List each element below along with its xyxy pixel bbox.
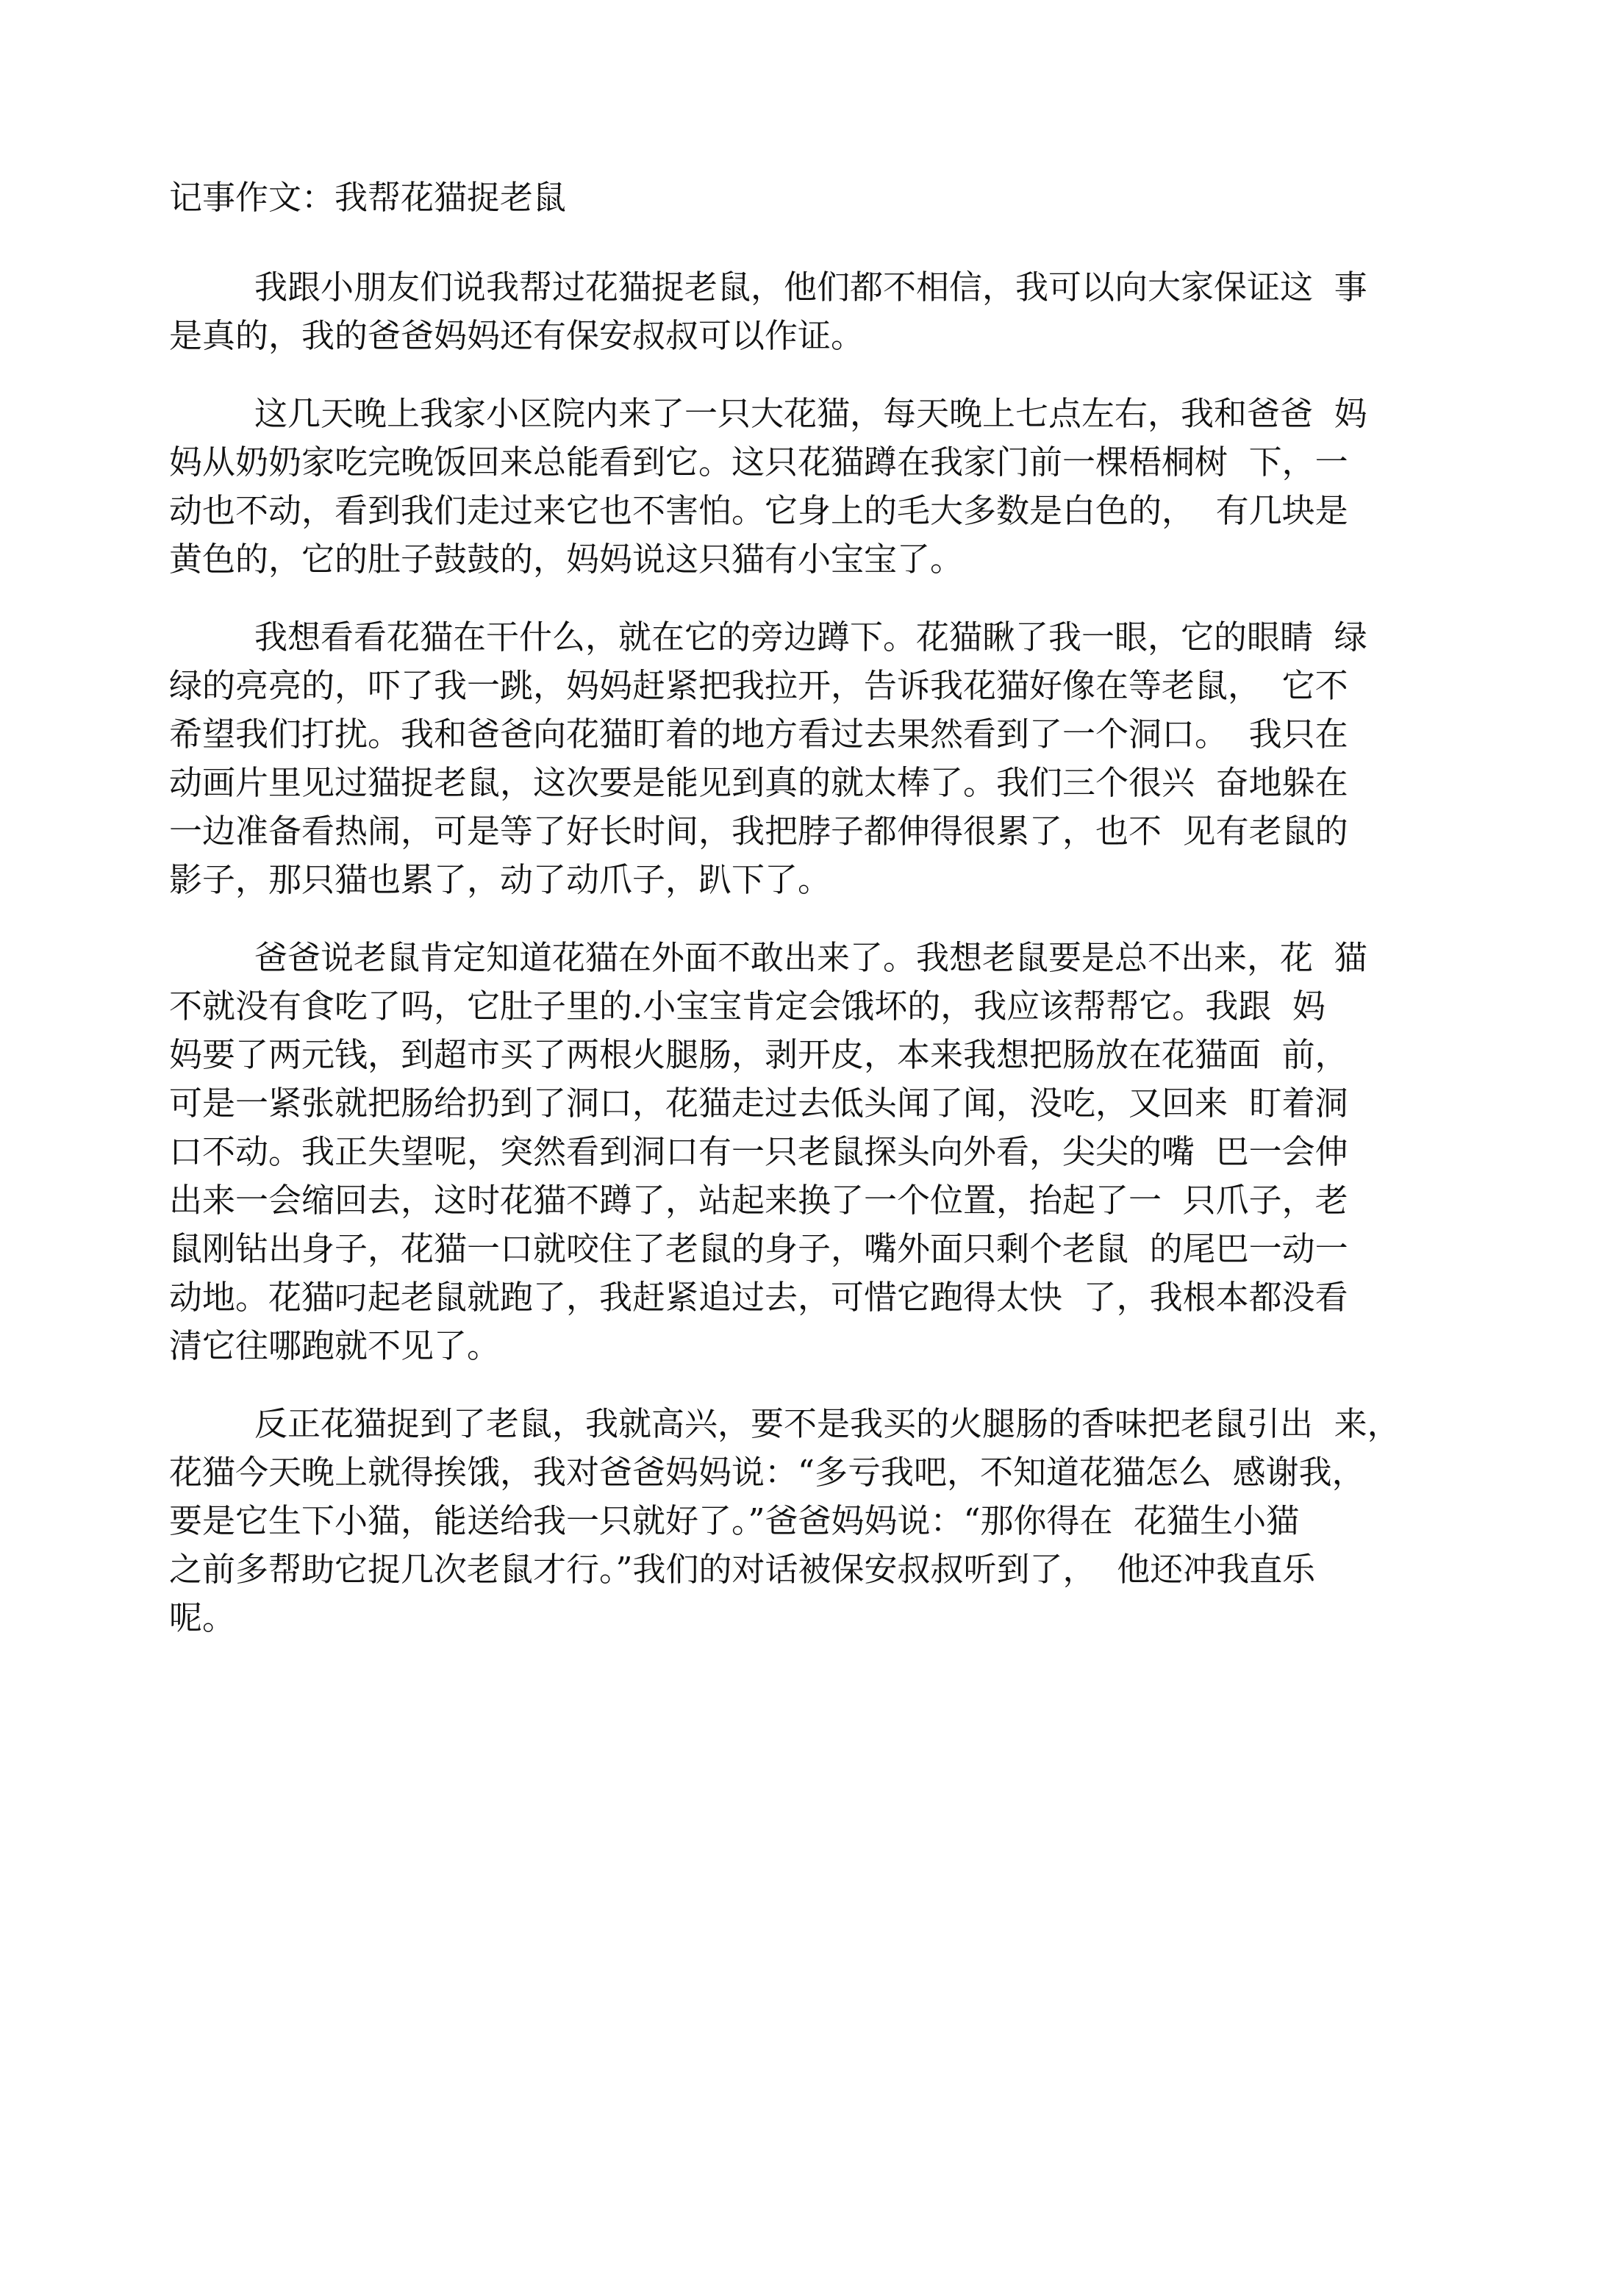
paragraph-line: 动地。花猫叼起老鼠就跑了，我赶紧追过去，可惜它跑得太快 了，我根本都没看 (169, 1278, 1348, 1317)
paragraph-line: 动也不动，看到我们走过来它也不害怕。它身上的毛大多数是白色的， 有几块是 (169, 491, 1348, 530)
paragraph (169, 1400, 1456, 1642)
paragraph-line: 不就没有食吃了吗，它肚子里的.小宝宝肯定会饿坏的，我应该帮帮它。我跟 妈 (169, 987, 1326, 1026)
document-page (169, 174, 1456, 1672)
paragraph (169, 613, 1456, 904)
paragraph (169, 934, 1456, 1370)
paragraph-line: 妈从奶奶家吃完晚饭回来总能看到它。这只花猫蹲在我家门前一棵梧桐树 下，一 (169, 443, 1348, 482)
paragraph-line: 可是一紧张就把肠给扔到了洞口，花猫走过去低头闻了闻，没吃，又回来 盯着洞 (169, 1084, 1348, 1123)
paragraph-line: 影子，那只猫也累了，动了动爪子，趴下了。 (169, 860, 831, 899)
paragraph-line: 黄色的，它的肚子鼓鼓的，妈妈说这只猫有小宝宝了。 (169, 540, 964, 579)
paragraph (169, 390, 1456, 584)
paragraph-line: 妈要了两元钱，到超市买了两根火腿肠，剥开皮，本来我想把肠放在花猫面 前， (169, 1035, 1348, 1074)
paragraph-line: 口不动。我正失望呢，突然看到洞口有一只老鼠探头向外看，尖尖的嘴 巴一会伸 (169, 1132, 1348, 1171)
paragraph-line: 是真的，我的爸爸妈妈还有保安叔叔可以作证。 (169, 316, 865, 355)
paragraph-line: 鼠刚钻出身子，花猫一口就咬住了老鼠的身子，嘴外面只剩个老鼠 的尾巴一动一 (169, 1229, 1348, 1268)
paragraph-line: 要是它生下小猫，能送给我一只就好了。”爸爸妈妈说：“那你得在 花猫生小猫 (169, 1501, 1300, 1540)
paragraph-line: 呢。 (169, 1598, 236, 1637)
paragraph-line: 清它往哪跑就不见了。 (169, 1326, 501, 1365)
document-title: 记事作文：我帮花猫捉老鼠 (169, 178, 567, 217)
paragraph-line: 希望我们打扰。我和爸爸向花猫盯着的地方看过去果然看到了一个洞口。 我只在 (169, 715, 1348, 754)
paragraph-line: 花猫今天晚上就得挨饿，我对爸爸妈妈说：“多亏我吧，不知道花猫怎么 感谢我， (169, 1453, 1365, 1492)
document-body (169, 263, 1456, 1642)
paragraph-line: 我想看看花猫在干什么，就在它的旁边蹲下。花猫瞅了我一眼，它的眼睛 绿 (254, 618, 1367, 657)
paragraph (169, 263, 1456, 360)
paragraph-line: 出来一会缩回去，这时花猫不蹲了，站起来换了一个位置，抬起了一 只爪子，老 (169, 1181, 1348, 1220)
paragraph-line: 动画片里见过猫捉老鼠，这次要是能见到真的就太棒了。我们三个很兴 奋地躲在 (169, 763, 1348, 802)
paragraph-line: 爸爸说老鼠肯定知道花猫在外面不敢出来了。我想老鼠要是总不出来，花 猫 (254, 938, 1367, 977)
paragraph-line: 一边准备看热闹，可是等了好长时间，我把脖子都伸得很累了，也不 见有老鼠的 (169, 812, 1348, 851)
paragraph-line: 我跟小朋友们说我帮过花猫捉老鼠，他们都不相信，我可以向大家保证这 事 (254, 268, 1367, 307)
paragraph-line: 绿的亮亮的，吓了我一跳，妈妈赶紧把我拉开，告诉我花猫好像在等老鼠， 它不 (169, 666, 1348, 705)
paragraph-line: 之前多帮助它捉几次老鼠才行。”我们的对话被保安叔叔听到了， 他还冲我直乐 (169, 1550, 1316, 1589)
paragraph-line: 反正花猫捉到了老鼠，我就高兴，要不是我买的火腿肠的香味把老鼠引出 来， (254, 1404, 1401, 1443)
paragraph-line: 这几天晚上我家小区院内来了一只大花猫，每天晚上七点左右，我和爸爸 妈 (254, 394, 1367, 433)
